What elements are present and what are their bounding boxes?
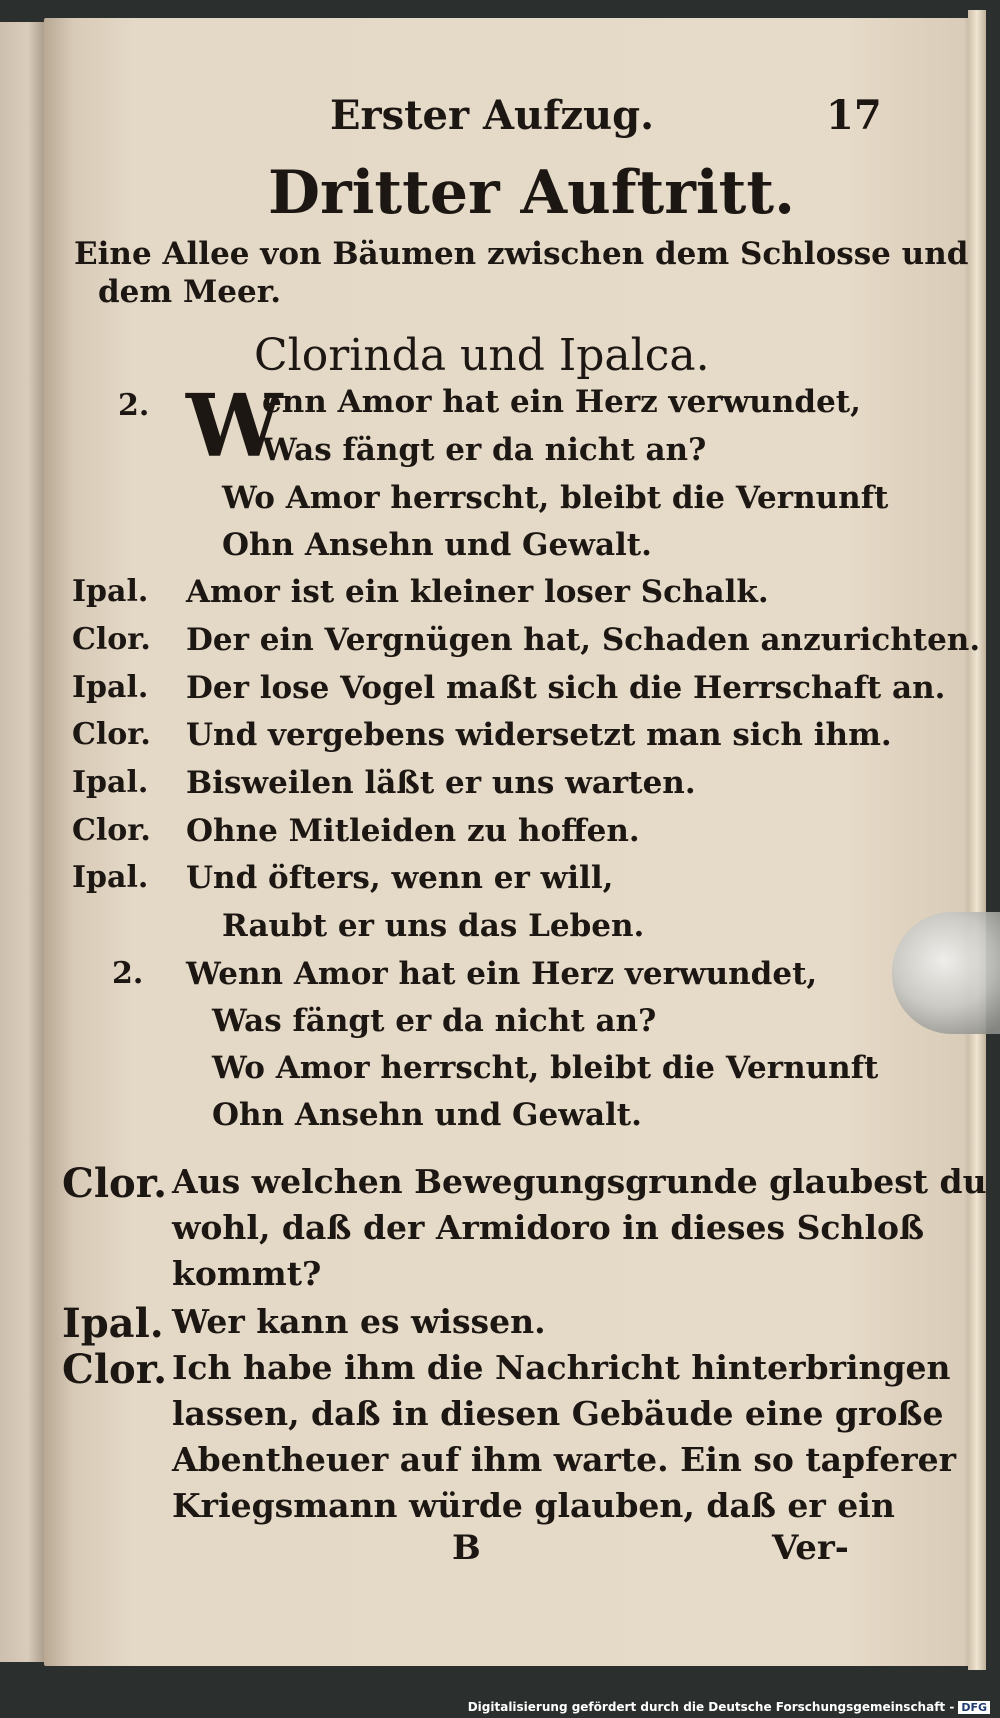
dialogue-line: Raubt er uns das Leben. (222, 908, 645, 944)
signature-mark: B (452, 1528, 481, 1568)
credit-text: Digitalisierung gefördert durch die Deutsche Forschungsgemeinschaft - (467, 1700, 955, 1714)
dialogue-line: Bisweilen läßt er uns warten. (186, 765, 696, 801)
dialogue-line: Ohne Mitleiden zu hoffen. (186, 813, 640, 849)
verse-line: Was fängt er da nicht an? (212, 1003, 657, 1039)
verse-number: 2. (118, 388, 150, 423)
scene-characters: Clorinda und Ipalca. (254, 330, 710, 381)
speaker-label: Ipal. (72, 860, 149, 895)
prose-line: Aus welchen Bewegungsgrunde glaubest du (172, 1162, 987, 1201)
verse-line: Ohn Ansehn und Gewalt. (212, 1097, 642, 1133)
prose-line: kommt? (172, 1254, 322, 1293)
verse-line: Wo Amor herrscht, bleibt die Vernunft (212, 1050, 879, 1086)
dialogue-line: Amor ist ein kleiner loser Schalk. (186, 574, 769, 610)
catchword: Ver- (772, 1528, 849, 1568)
dialogue-line: Der lose Vogel maßt sich die Herrschaft an. (186, 670, 946, 706)
verse-number: 2. (112, 956, 144, 991)
speaker-label: Ipal. (72, 574, 149, 609)
scene-setting-line-2: dem Meer. (98, 274, 282, 310)
dfg-logo: DFG (958, 1701, 990, 1714)
prose-line: Kriegsmann würde glauben, daß er ein (172, 1486, 895, 1525)
speaker-label: Clor. (72, 622, 151, 657)
speaker-label: Ipal. (72, 670, 149, 705)
speaker-label: Clor. (62, 1346, 168, 1393)
drop-capital: W (186, 376, 283, 477)
prose-line: lassen, daß in diesen Gebäude eine große (172, 1394, 944, 1433)
digitization-credit (468, 1700, 990, 1714)
verse-line: Was fängt er da nicht an? (262, 432, 707, 468)
prose-line: Ich habe ihm die Nachricht hinterbringen (172, 1348, 951, 1387)
prose-line: Wer kann es wissen. (172, 1302, 546, 1341)
speaker-label: Ipal. (62, 1300, 164, 1347)
running-title: Erster Aufzug. (330, 92, 655, 139)
prose-line: Abentheuer auf ihm warte. Ein so tapferer (172, 1440, 957, 1479)
prose-line: wohl, daß der Armidoro in dieses Schloß (172, 1208, 925, 1247)
verse-line: Wo Amor herrscht, bleibt die Vernunft (222, 480, 889, 516)
dialogue-line: Der ein Vergnügen hat, Schaden anzurichten. (186, 622, 981, 658)
scene-setting-line-1: Eine Allee von Bäumen zwischen dem Schlosse und (74, 236, 969, 272)
scene-title: Dritter Auftritt. (268, 158, 795, 228)
speaker-label: Clor. (72, 813, 151, 848)
dialogue-line: Und öfters, wenn er will, (186, 860, 614, 896)
speaker-label: Clor. (62, 1160, 168, 1207)
verse-line: enn Amor hat ein Herz verwundet, (262, 384, 861, 420)
verse-line: Wenn Amor hat ein Herz verwundet, (186, 956, 818, 992)
verse-line: Ohn Ansehn und Gewalt. (222, 527, 652, 563)
speaker-label: Ipal. (72, 765, 149, 800)
page-number: 17 (826, 92, 882, 139)
speaker-label: Clor. (72, 717, 151, 752)
scanner-thumb (892, 912, 1000, 1034)
dialogue-line: Und vergebens widersetzt man sich ihm. (186, 717, 892, 753)
